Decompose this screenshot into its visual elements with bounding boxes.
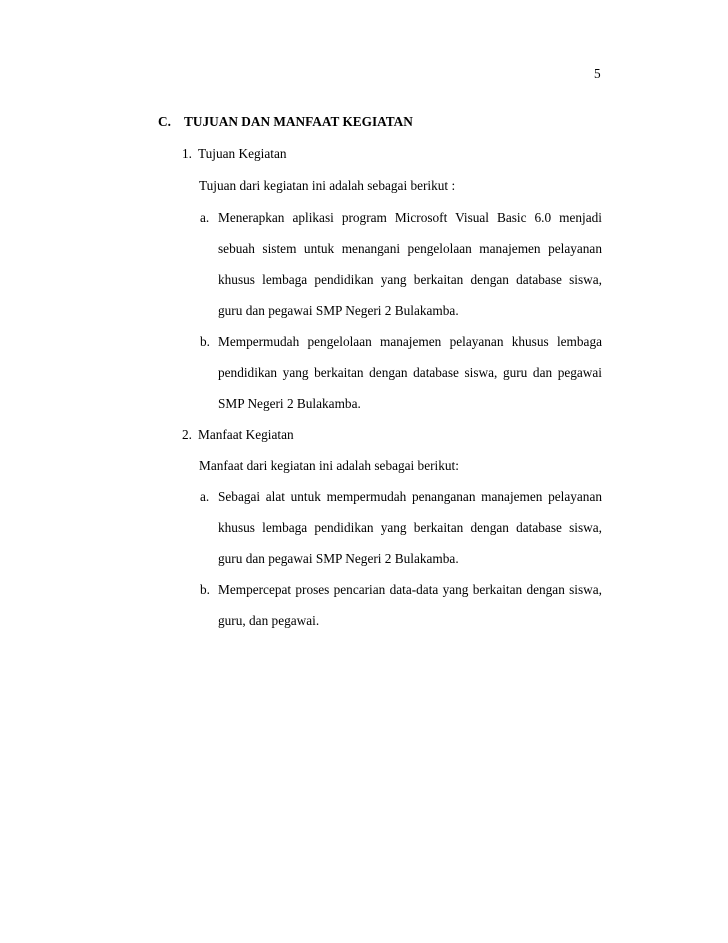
list-item-letter: a.	[200, 489, 210, 504]
list-item-line: pendidikan yang berkaitan dengan database siswa, guru dan pegawai	[218, 365, 602, 380]
list-item-line: guru dan pegawai SMP Negeri 2 Bulakamba.	[218, 303, 459, 318]
list-item-letter: b.	[200, 334, 210, 349]
section-heading: TUJUAN DAN MANFAAT KEGIATAN	[184, 114, 413, 129]
page-number: 5	[594, 66, 601, 81]
list-item-letter: b.	[200, 582, 210, 597]
section-letter: C.	[158, 114, 171, 129]
list-item-line: Mempercepat proses pencarian data-data yang berkaitan dengan siswa,	[218, 582, 602, 597]
list-item-line: Sebagai alat untuk mempermudah penanganan manajemen pelayanan	[218, 489, 602, 504]
list-item-line: Mempermudah pengelolaan manajemen pelayanan khusus lembaga	[218, 334, 602, 349]
list-item-letter: a.	[200, 210, 210, 225]
subsection-number: 2.	[182, 427, 192, 442]
subsection-intro: Tujuan dari kegiatan ini adalah sebagai berikut :	[199, 178, 456, 193]
list-item-line: sebuah sistem untuk menangani pengelolaan manajemen pelayanan	[218, 241, 602, 256]
list-item-line: guru, dan pegawai.	[218, 613, 320, 628]
subsection-number: 1.	[182, 146, 192, 161]
list-item-line: guru dan pegawai SMP Negeri 2 Bulakamba.	[218, 551, 459, 566]
list-item-line: SMP Negeri 2 Bulakamba.	[218, 396, 361, 411]
subsection-title: Manfaat Kegiatan	[198, 427, 294, 442]
list-item-line: khusus lembaga pendidikan yang berkaitan dengan database siswa,	[218, 272, 602, 287]
subsection-intro: Manfaat dari kegiatan ini adalah sebagai berikut:	[199, 458, 459, 473]
list-item-line: Menerapkan aplikasi program Microsoft Visual Basic 6.0 menjadi	[218, 210, 602, 225]
subsection-title: Tujuan Kegiatan	[198, 146, 287, 161]
list-item-line: khusus lembaga pendidikan yang berkaitan dengan database siswa,	[218, 520, 602, 535]
